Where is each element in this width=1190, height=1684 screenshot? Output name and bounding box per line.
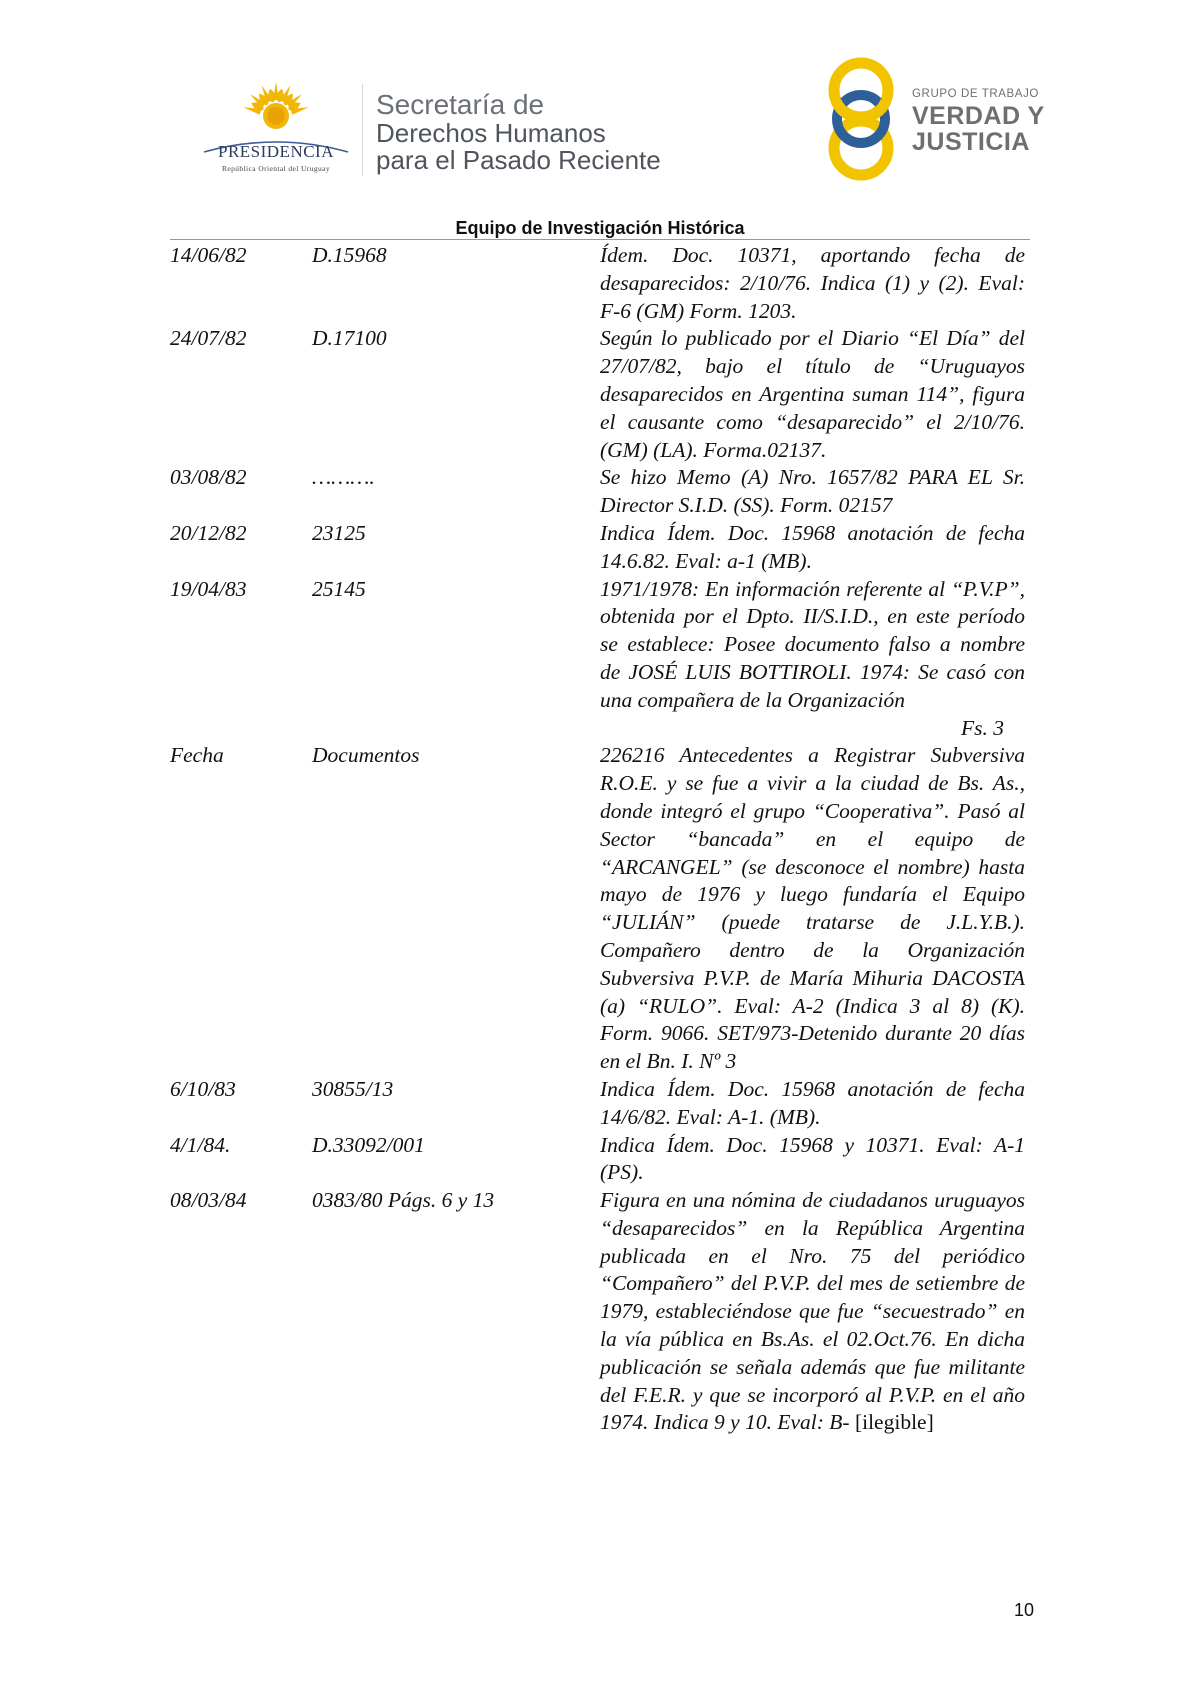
secretaria-logo-text	[376, 90, 661, 174]
page-number: 10	[1013, 1600, 1034, 1620]
record-row	[170, 325, 1030, 464]
logo-divider	[362, 84, 363, 176]
record-description: Según lo publicado por el Diario “El Día” del 27/07/82, bajo el título de “Uruguayos desaparecidos en Argentina suman 114”, figura el causante como “desaparecido” el 2/10/76. (GM) (LA). Forma.02137.	[600, 326, 1025, 462]
record-date: 19/04/83	[170, 576, 247, 601]
gtvj-big-text-1: VERDAD Y	[912, 102, 1045, 130]
record-row	[170, 1076, 1030, 1132]
record-description: Indica Ídem. Doc. 15968 anotación de fecha 14.6.82. Eval: a-1 (MB).	[600, 520, 1025, 573]
record-date: 03/08/82	[170, 465, 247, 490]
record-date: 6/10/83	[170, 1076, 236, 1101]
record-date: 14/06/82	[170, 243, 247, 267]
record-document: 25145	[312, 576, 366, 601]
sun-icon	[234, 80, 318, 144]
title-rule	[170, 239, 1030, 240]
record-row-header-continuation	[170, 742, 1030, 1076]
record-row	[170, 576, 1030, 715]
record-document: 23125	[312, 520, 366, 545]
record-description	[600, 1187, 1025, 1437]
record-row	[170, 242, 1030, 325]
record-row	[170, 464, 1030, 520]
record-row	[170, 1187, 1030, 1437]
record-row	[170, 520, 1030, 576]
record-document: D.15968	[312, 243, 387, 267]
gtvj-big-text-2: JUSTICIA	[912, 128, 1030, 156]
secretaria-line-1: Secretaría de	[376, 89, 545, 120]
record-description: 226216 Antecedentes a Registrar Subversiva R.O.E. y se fue a vivir a la ciudad de Bs. As., donde integró el grupo “Cooperativa”. Pasó al Sector “bancada” en el equipo de “ARCANGEL” (se desconoce el nombre) hasta mayo de 1976 y luego fundaría el Equipo “JULIÁN” (puede tratarse de J.L.Y.B.). Compañero dentro de la Organización Subversiva P.V.P. de María Mihuria DACOSTA (a) “RULO”. Eval: A-2 (Indica 3 al 8) (K). Form. 9066. SET/973-Detenido durante 20 días en el Bn. I. Nº 3	[600, 743, 1025, 1074]
presidencia-logo	[198, 80, 354, 180]
column-header-fecha: Fecha	[170, 743, 224, 768]
column-header-documentos: Documentos	[312, 743, 420, 768]
folio-marker: Fs. 3	[961, 715, 1004, 740]
grupo-verdad-justicia-logo	[822, 56, 1045, 184]
presidencia-name: PRESIDENCIA	[217, 142, 334, 161]
record-description: 1971/1978: En información referente al “P.V.P”, obtenida por el Dpto. II/S.I.D., en este período se establece: Posee documento falso a nombre de JOSÉ LUIS BOTTIROLI. 1974: Se casó con una compañera de la Organización	[600, 576, 1025, 712]
gtvj-small-text: GRUPO DE TRABAJO	[912, 88, 1039, 100]
record-date: 24/07/82	[170, 326, 247, 351]
record-date: 08/03/84	[170, 1188, 247, 1213]
record-description: Indica Ídem. Doc. 15968 anotación de fecha 14/6/82. Eval: A-1. (MB).	[600, 1076, 1025, 1129]
secretaria-line-3: para el Pasado Reciente	[376, 145, 661, 175]
record-description: Se hizo Memo (A) Nro. 1657/82 PARA EL Sr. Director S.I.D. (SS). Form. 02157	[600, 465, 1025, 518]
record-row	[170, 1132, 1030, 1188]
record-document: ……….	[312, 465, 375, 490]
record-date: 4/1/84.	[170, 1132, 231, 1157]
record-description-text: Figura en una nómina de ciudadanos uruguayos “desaparecidos” en la República Argentina publicada en el Nro. 75 del periódico “Compañero” del P.V.P. del mes de setiembre de 1979, estableciéndose que fue “secuestrado” en la vía pública en Bs.As. el 02.Oct.76. En dicha publicación se señala además que fue militante del F.E.R. y que se incorporó al P.V.P. en el año 1974. Indica 9 y 10. Eval: B-	[600, 1188, 1025, 1435]
record-document: 0383/80 Págs. 6 y 13	[312, 1188, 495, 1213]
secretaria-line-2: Derechos Humanos	[376, 118, 606, 148]
record-date: 20/12/82	[170, 520, 247, 545]
presidencia-subtitle: República Oriental del Uruguay	[221, 164, 330, 173]
interlocked-rings-icon	[822, 56, 900, 182]
running-title: Equipo de Investigación Histórica	[455, 218, 745, 238]
record-description: Ídem. Doc. 10371, aportando fecha de desaparecidos: 2/10/76. Indica (1) y (2). Eval: F-6 (GM) Form. 1203.	[600, 243, 1025, 323]
record-document: 30855/13	[312, 1076, 394, 1101]
record-document: D.17100	[312, 326, 387, 351]
record-document: D.33092/001	[312, 1132, 425, 1157]
illegible-note: [ilegible]	[854, 1410, 934, 1435]
record-description: Indica Ídem. Doc. 15968 y 10371. Eval: A-1 (PS).	[600, 1132, 1025, 1185]
records-table	[170, 242, 1030, 1437]
